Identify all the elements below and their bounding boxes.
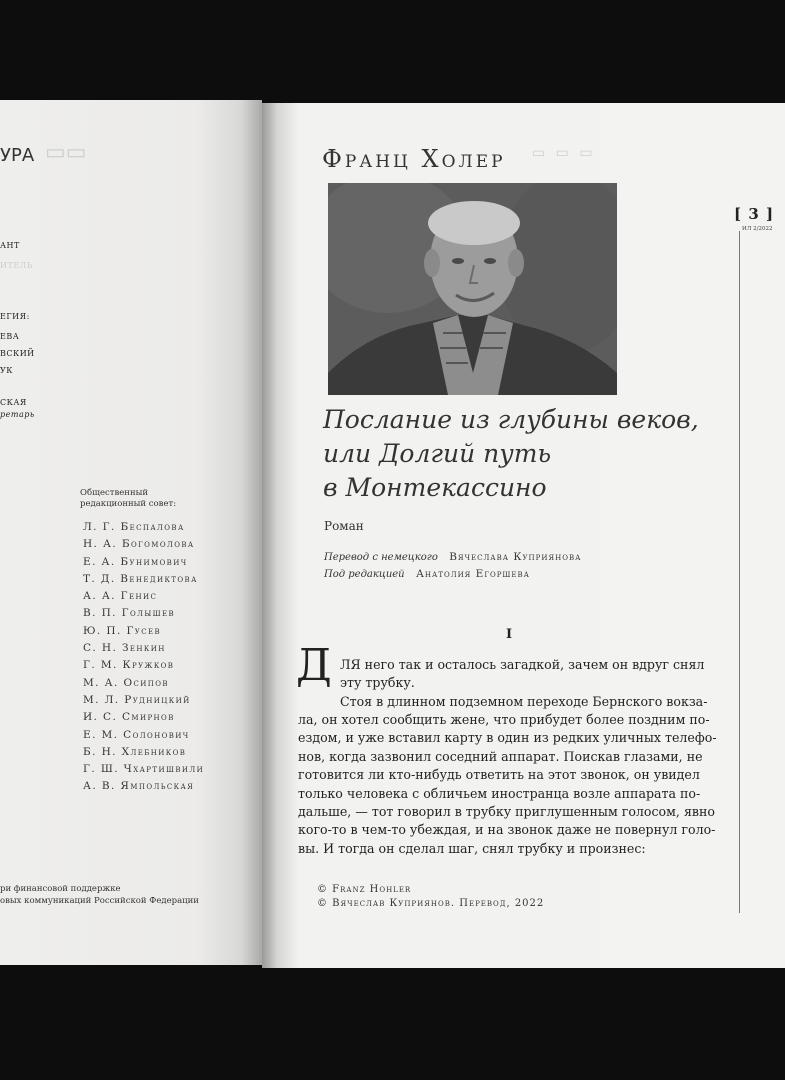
drop-cap: Д: [296, 640, 332, 691]
board-member: Г. Ш. Чхартишвили: [83, 763, 205, 776]
credits: [324, 549, 581, 583]
board-member: Л. Г. Беспалова: [83, 521, 185, 533]
text-line: ла, он хотел сообщить жене, что прибудет более поздним по-: [298, 712, 710, 727]
side-fragment: ЕВА: [0, 332, 20, 341]
copyright-line: © Franz Hohler: [317, 884, 412, 895]
author-name: Франц Холер: [322, 145, 506, 173]
left-header-fragment: УРА: [0, 145, 35, 166]
genre-label: Роман: [324, 519, 364, 533]
text-line: вы. И тогда он сделал шаг, снял трубку и произнес:: [298, 840, 646, 856]
board-member: Г. М. Кружков: [83, 659, 175, 672]
board-member: А. В. Ямпольская: [83, 780, 195, 793]
board-member: Е. М. Солонович: [83, 728, 190, 741]
page-number: [ 3 ]: [734, 205, 775, 223]
left-footer: [0, 883, 199, 907]
title-line: или Долгий путь: [323, 439, 552, 468]
board-member: В. П. Голышев: [83, 607, 176, 620]
text-line: ЛЯ него так и осталось загадкой, зачем он вдруг снял: [340, 657, 705, 672]
board-member: М. Л. Рудницкий: [83, 693, 191, 706]
issue-label: ИЛ 2/2022: [742, 226, 773, 232]
board-heading: [80, 488, 176, 510]
board-member: М. А. Осипов: [83, 676, 169, 689]
board-heading-line: Общественный: [80, 488, 149, 498]
editor-credit: [324, 566, 581, 583]
board-member: Е. А. Бунимович: [83, 555, 188, 568]
editor-label: Под редакцией: [324, 569, 405, 580]
bleed-through-shape: ▭▭: [45, 140, 87, 165]
board-member: С. Н. Зенкин: [83, 642, 166, 655]
side-fragment: ретарь: [0, 410, 35, 419]
board-heading-line: редакционный совет:: [80, 499, 177, 509]
side-fragment: ВСКИЙ: [0, 349, 35, 358]
left-page: [0, 100, 262, 965]
side-fragment: СКАЯ: [0, 398, 27, 407]
author-photo: [328, 183, 617, 395]
copyright-line: © Вячеслав Куприянов. Перевод, 2022: [317, 898, 545, 909]
title-line: в Монтекассино: [323, 473, 547, 502]
text-line: нов, когда зазвонил соседний аппарат. Поискав глазами, не: [298, 748, 703, 764]
text-line: эту трубку.: [340, 675, 415, 691]
editor-name: Анатолия Егоршева: [415, 568, 530, 580]
left-footer-line: ри финансовой поддержке: [0, 884, 121, 894]
board-member-list: [83, 519, 204, 796]
chapter-number: I: [506, 627, 513, 642]
translation-credit: [324, 549, 581, 566]
board-member: Т. Д. Венедиктова: [83, 572, 198, 585]
work-title: [323, 403, 699, 505]
copyright-block: [317, 883, 544, 911]
title-line: Послание из глубины веков,: [323, 405, 699, 434]
side-fragment: ЕГИЯ:: [0, 312, 30, 321]
board-member: И. С. Смирнов: [83, 711, 175, 724]
text-line: готовится ли кто-нибудь ответить на этот звонок, он увидел: [298, 767, 700, 783]
side-fragment: УК: [0, 366, 13, 375]
left-footer-line: овых коммуникаций Российской Федерации: [0, 896, 199, 906]
board-member: Б. Н. Хлебников: [83, 745, 187, 758]
board-member: Ю. П. Гусев: [83, 624, 162, 637]
text-line: кого-то в чем-то убеждая, и на звонок даже не повернул голо-: [298, 822, 716, 838]
margin-rule: [739, 231, 740, 913]
bleed-through-shape: ▭ ▭ ▭: [532, 145, 596, 161]
board-member: Н. А. Богомолова: [83, 538, 195, 551]
text-line: дальше, — тот говорил в трубку приглушенным голосом, явно: [298, 804, 715, 820]
right-page: [262, 103, 785, 968]
translator-name: Вячеслава Куприянова: [449, 551, 582, 563]
portrait-illustration: [328, 183, 617, 395]
text-line: Стоя в длинном подземном переходе Бернского вокза-: [340, 694, 708, 709]
paragraph-2: [340, 693, 718, 711]
paragraph-1: [340, 656, 718, 693]
board-member: А. А. Генис: [83, 590, 158, 603]
side-fragment: ИТЕЛЬ: [0, 261, 33, 270]
side-fragment: АНТ: [0, 241, 20, 250]
translation-label: Перевод с немецкого: [324, 552, 438, 563]
text-line: только человека с обличьем иностранца возле аппарата по-: [298, 785, 701, 801]
paragraph-2-continued: [298, 711, 718, 858]
text-line: ездом, и уже вставил карту в один из редких уличных телефо-: [298, 730, 717, 746]
